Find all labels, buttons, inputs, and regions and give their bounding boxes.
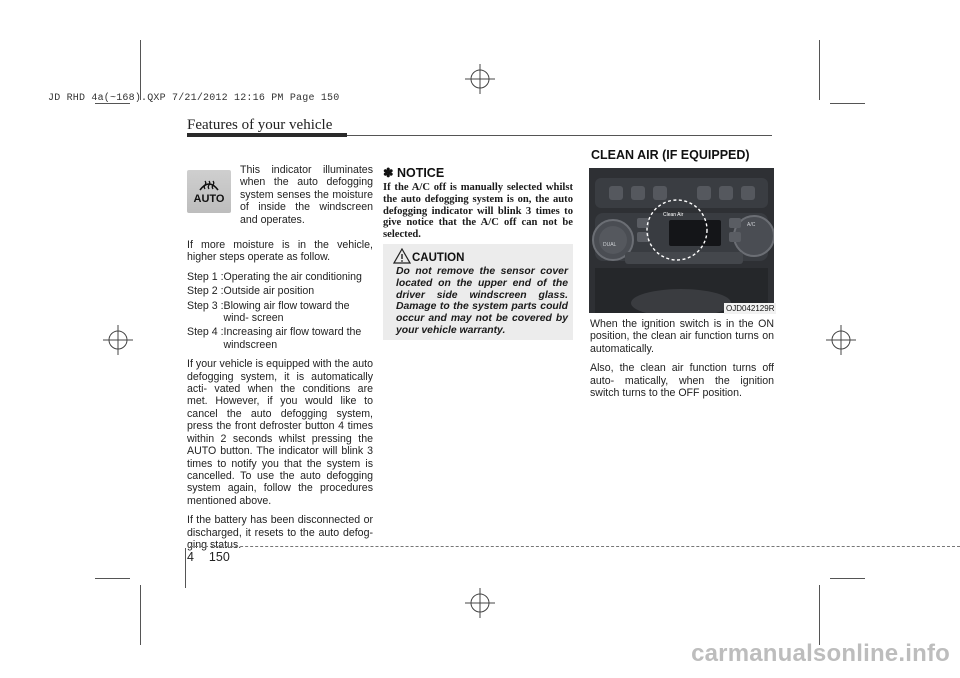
- auto-icon-label: AUTO: [193, 193, 225, 205]
- climate-control-photo: [589, 168, 774, 313]
- windscreen-defrost-icon: [198, 178, 220, 192]
- crop-mark: [830, 578, 865, 579]
- climate-panel-illustration: [589, 168, 774, 313]
- crop-mark: [819, 585, 820, 645]
- caution-body: Do not remove the sensor cover located on the upper end of the driver side windscreen glass. Damage to the system parts could occur and may not be covered by your vehicle warranty.: [396, 266, 568, 336]
- registration-mark-icon: [465, 64, 495, 94]
- defrost-auto-icon: [187, 170, 231, 213]
- paragraph: Also, the clean air function turns off auto- matically, when the ignition switch turns to the OFF position.: [590, 362, 774, 400]
- section-heading: CLEAN AIR (IF EQUIPPED): [591, 148, 750, 162]
- warning-triangle-icon: [393, 248, 411, 264]
- photo-code: OJD042129R: [726, 304, 775, 313]
- footer-divider: [185, 548, 186, 588]
- list-item: [187, 271, 373, 283]
- header-rule-thin: [347, 135, 772, 136]
- registration-mark-icon: [103, 325, 133, 355]
- step-value: Increasing air flow toward the windscreen: [223, 326, 362, 351]
- list-item: [187, 326, 373, 351]
- header-rule: [187, 133, 347, 137]
- section-number: 4: [187, 550, 194, 564]
- auto-defog-intro: This indicator illuminates when the auto defogging system senses the moisture of inside the windscreen and operates.: [240, 164, 373, 226]
- registration-mark-icon: [465, 588, 495, 618]
- footer-dashed-rule: [190, 546, 960, 547]
- list-item: [187, 285, 373, 297]
- dual-label: DUAL: [603, 242, 617, 248]
- crop-mark: [140, 585, 141, 645]
- print-slug: JD RHD 4a(~168).QXP 7/21/2012 12:16 PM Page 150: [48, 93, 340, 104]
- paragraph: If more moisture is in the vehicle, higher steps operate as follow.: [187, 239, 373, 264]
- step-value: Outside air position: [223, 285, 315, 298]
- page-header-title: Features of your vehicle: [187, 117, 333, 133]
- crop-mark: [819, 40, 820, 100]
- auto-defog-section: [187, 239, 373, 558]
- step-list: [187, 271, 373, 351]
- paragraph: When the ignition switch is in the ON position, the clean air function turns on automatically.: [590, 318, 774, 355]
- crop-mark: [95, 578, 130, 579]
- step-key: Step 3 :: [187, 299, 224, 312]
- step-key: Step 4 :: [187, 326, 224, 339]
- page-number: [187, 550, 230, 564]
- crop-mark: [140, 40, 141, 100]
- caution-heading: CAUTION: [412, 252, 465, 264]
- list-item: [187, 300, 373, 325]
- page-number-value: 150: [208, 550, 230, 564]
- step-key: Step 1 :: [187, 270, 224, 283]
- watermark: carmanualsonline.info: [691, 640, 950, 667]
- paragraph: If the battery has been disconnected or discharged, it resets to the auto defog- ging status.: [187, 514, 373, 551]
- clean-air-label: Clean Air: [663, 212, 684, 218]
- notice-body: If the A/C off is manually selected whilst the auto defogging system is on, the auto defogging indicator will blink 3 times to give notice that the A/C off can not be selected.: [383, 182, 573, 241]
- step-key: Step 2 :: [187, 285, 224, 298]
- step-value: Operating the air conditioning: [223, 270, 362, 283]
- clean-air-section: [590, 318, 774, 406]
- step-value: Blowing air flow toward the wind- screen: [223, 299, 350, 325]
- crop-mark: [830, 103, 865, 104]
- ac-label: A/C: [747, 222, 756, 228]
- notice-heading: ✽ NOTICE: [383, 166, 445, 180]
- paragraph: If your vehicle is equipped with the auto defogging system, it is automatically acti- vated when the conditions are met. However, if you would like to cancel the auto defogging system, press the front defroster button 4 times within 2 seconds whilst pressing the AUTO button. The indicator will blink 3 times to notify you that the system is cancelled. To use the auto defogging system again, follow the procedures mentioned above.: [187, 358, 373, 507]
- registration-mark-icon: [826, 325, 856, 355]
